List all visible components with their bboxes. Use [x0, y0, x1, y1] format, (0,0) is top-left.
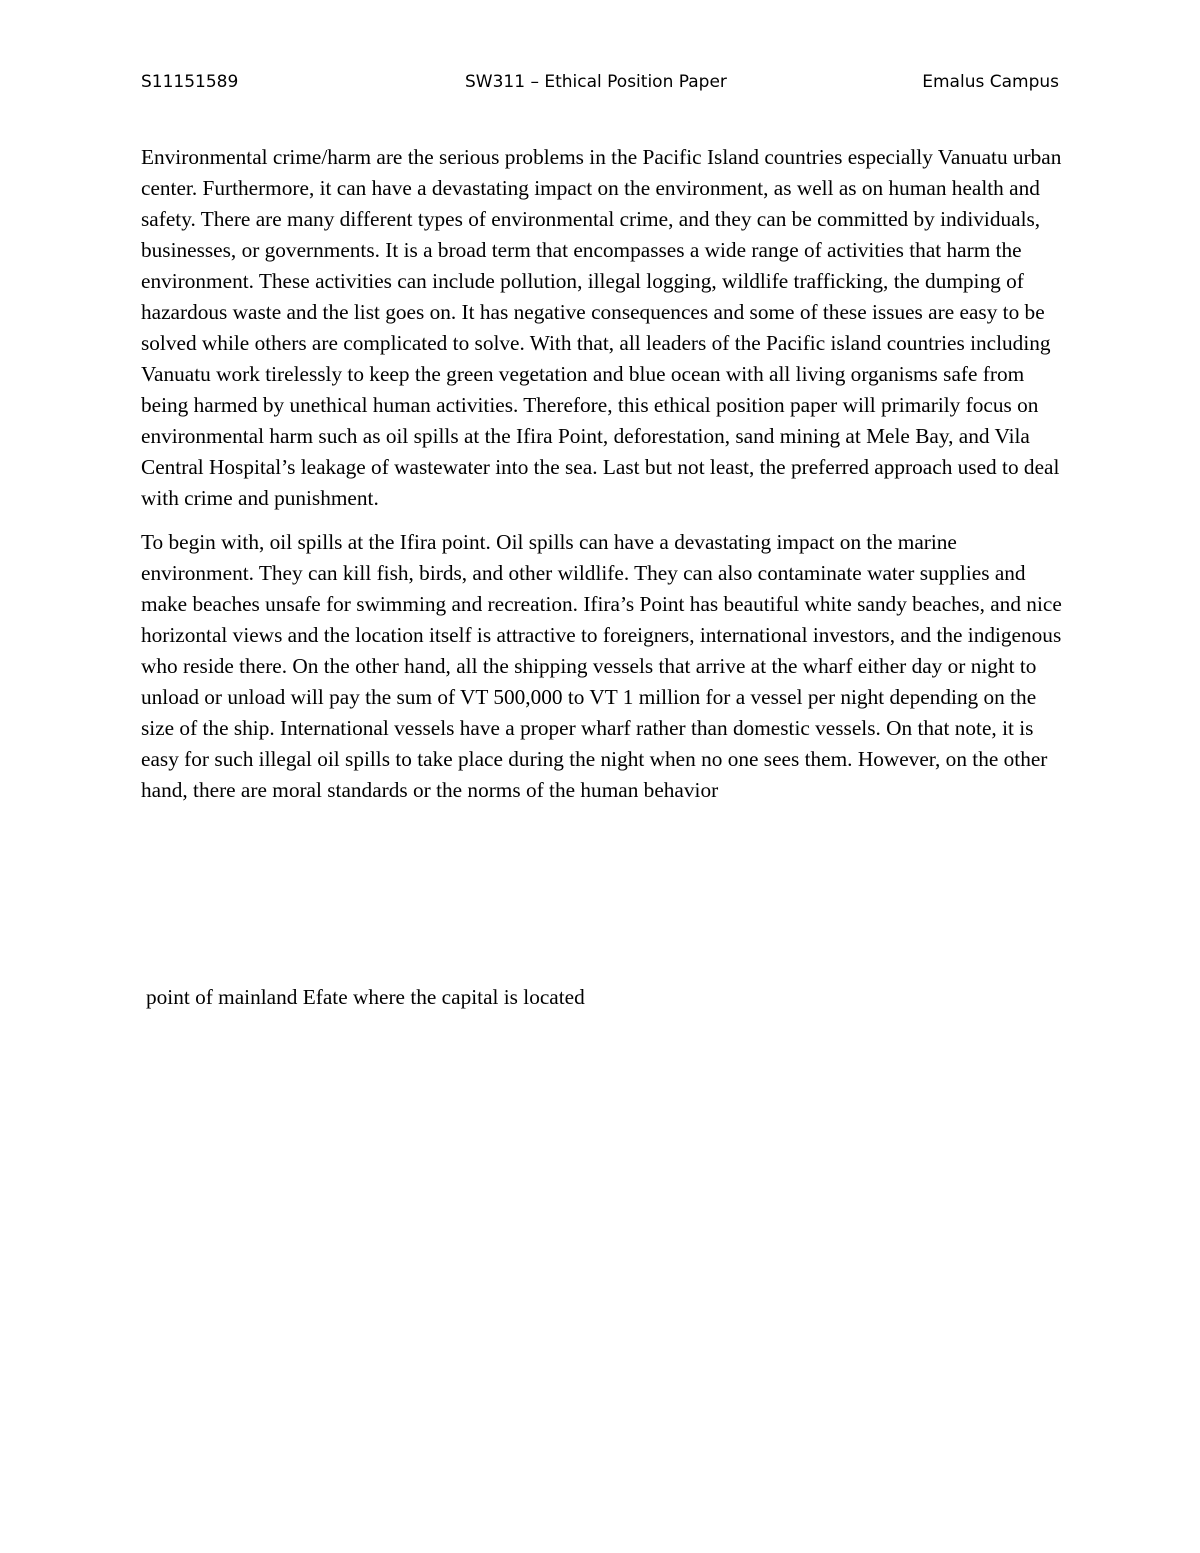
document-body — [141, 142, 1063, 819]
body-paragraph-oil-spills: To begin with, oil spills at the Ifira point. Oil spills can have a devastating impact on the marine environment. They can kill fish, birds, and other wildlife. They can also contaminate water supplies and make beaches unsafe for swimming and recreation. Ifira’s Point has beautiful white sandy beaches, and nice horizontal views and the location itself is attractive to foreigners, international investors, and the indigenous who reside there. On the other hand, all the shipping vessels that arrive at the wharf either day or night to unload or unload will pay the sum of VT 500,000 to VT 1 million for a vessel per night depending on the size of the ship. International vessels have a proper wharf rather than domestic vessels. On that note, it is easy for such illegal oil spills to take place during the night when no one sees them. However, on the other hand, there are moral standards or the norms of the human behavior — [141, 530, 1062, 802]
header-course-title: SW311 – Ethical Position Paper — [465, 72, 727, 92]
body-paragraph-intro: Environmental crime/harm are the serious problems in the Pacific Island countries especially Vanuatu urban center. Furthermore, it can have a devastating impact on the environment, as well as on human health and safety. There are many different types of environmental crime, and they can be committed by individuals, businesses, or governments. It is a broad term that encompasses a wide range of activities that harm the environment. These activities can include pollution, illegal logging, wildlife trafficking, the dumping of hazardous waste and the list goes on. It has negative consequences and some of these issues are easy to be solved while others are complicated to solve. With that, all leaders of the Pacific island countries including Vanuatu work tirelessly to keep the green vegetation and blue ocean with all living organisms safe from being harmed by unethical human activities. Therefore, this ethical position paper will primarily focus on environmental harm such as oil spills at the Ifira Point, deforestation, sand mining at Mele Bay, and Vila Central Hospital’s leakage of wastewater into the sea. Last but not least, the preferred approach used to deal with crime and punishment. — [141, 145, 1062, 510]
footnote-text: point of mainland Efate where the capital is located — [146, 985, 585, 1009]
header-campus: Emalus Campus — [922, 72, 1059, 92]
page-header — [141, 72, 1059, 98]
header-student-id: S11151589 — [141, 72, 239, 92]
